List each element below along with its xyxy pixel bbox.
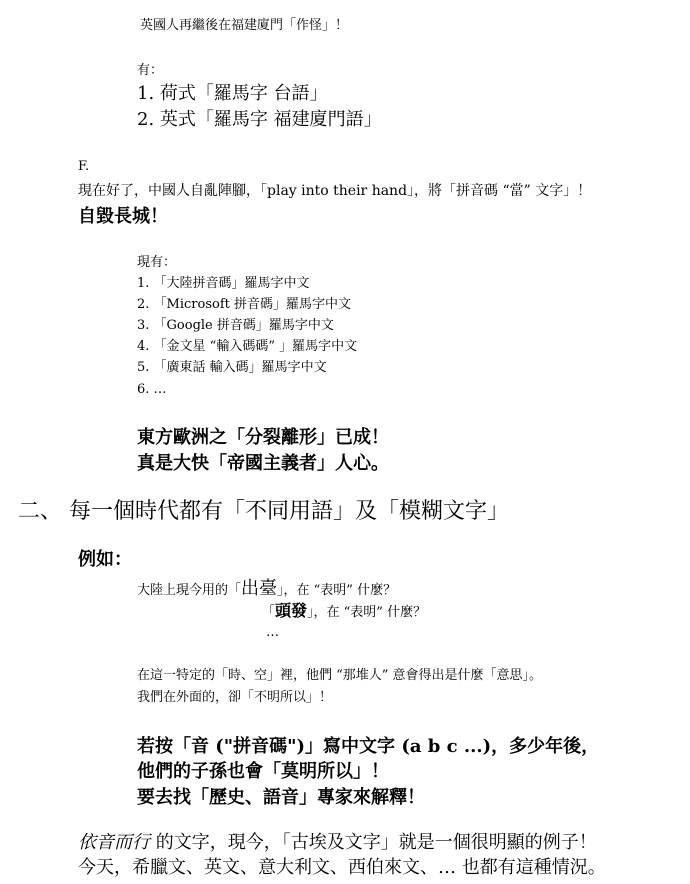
text-line-east-europe: 東方歐洲之「分裂離形」已成！ xyxy=(137,427,389,448)
text-line-phonetic-writing: 依音而行 的文字，現今，「古埃及文字」就是一個很明顯的例子！ xyxy=(78,832,597,853)
text-line-descendants: 他們的子孫也會「莫明所以」！ xyxy=(137,761,389,782)
italic-phrase: 依音而行 xyxy=(78,832,150,853)
list-item-english-romanization: 2. 英式「羅馬字 福建廈門語」 xyxy=(137,109,382,130)
text-line-we-outside: 我們在外面的，卻「不明所以」！ xyxy=(137,690,333,705)
text-line-for-example: 例如： xyxy=(78,549,132,570)
text-line-british-xiamen: 英國人再繼後在福建廈門「作怪」！ xyxy=(140,18,349,33)
list-item-google-pinyin: 3. 「Google 拼音碼」羅馬字中文 xyxy=(137,318,334,333)
text-line-experts: 要去找「歷史、語音」專家來解釋！ xyxy=(137,787,425,808)
section-marker-f: F. xyxy=(78,159,90,174)
list-item-dutch-romanization: 1. 荷式「羅馬字 台語」 xyxy=(137,83,328,104)
text-line-self-destruct: 自毀長城！ xyxy=(78,206,168,227)
list-item-cantonese: 5. 「廣東話 輸入碼」羅馬字中文 xyxy=(137,360,327,375)
list-item-ellipsis: 6. … xyxy=(137,382,167,397)
text-line-xianyou: 現有： xyxy=(137,255,177,270)
emphasis-chutai: 出臺 xyxy=(241,578,278,599)
list-item-jinwenxing: 4. 「金文星 “輸入碼碼” 」羅馬字中文 xyxy=(137,339,358,354)
text-line-today-languages: 今天，希臘文、英文、意大利文、西伯來文、… 也都有這種情況。 xyxy=(78,857,606,878)
text-line-chutai: 大陸上現今用的「出臺」，在 “表明” 什麼？ xyxy=(137,578,397,599)
section-heading-two: 二、 每一個時代都有「不同用語」及「模糊文字」 xyxy=(18,499,509,524)
text-line-ellipsis-2: … xyxy=(266,625,279,640)
text-line-toufa: 「頭發」，在 “表明” 什麼？ xyxy=(262,601,427,620)
text-line-now-good: 現在好了，中國人自亂陣腳，「play into their hand」，將「拼音碼 “當” 文字」！ xyxy=(78,183,592,199)
list-item-microsoft-pinyin: 2. 「Microsoft 拼音碼」羅馬字中文 xyxy=(137,297,351,312)
emphasis-toufa: 頭發 xyxy=(275,601,308,620)
text-line-you: 有： xyxy=(137,63,164,78)
text-line-pinyin-writing: 若按「音 ("拼音碼")」寫中文字 (a b c ...)，多少年後， xyxy=(137,736,600,757)
list-item-mainland-pinyin: 1. 「大陸拼音碼」羅馬字中文 xyxy=(137,276,310,291)
text-line-imperialists: 真是大快「帝國主義者」人心。 xyxy=(137,453,389,474)
text-line-specific-space-time: 在這一特定的「時、空」裡，他們 “那堆人” 意會得出是什麼「意思」。 xyxy=(137,668,543,683)
